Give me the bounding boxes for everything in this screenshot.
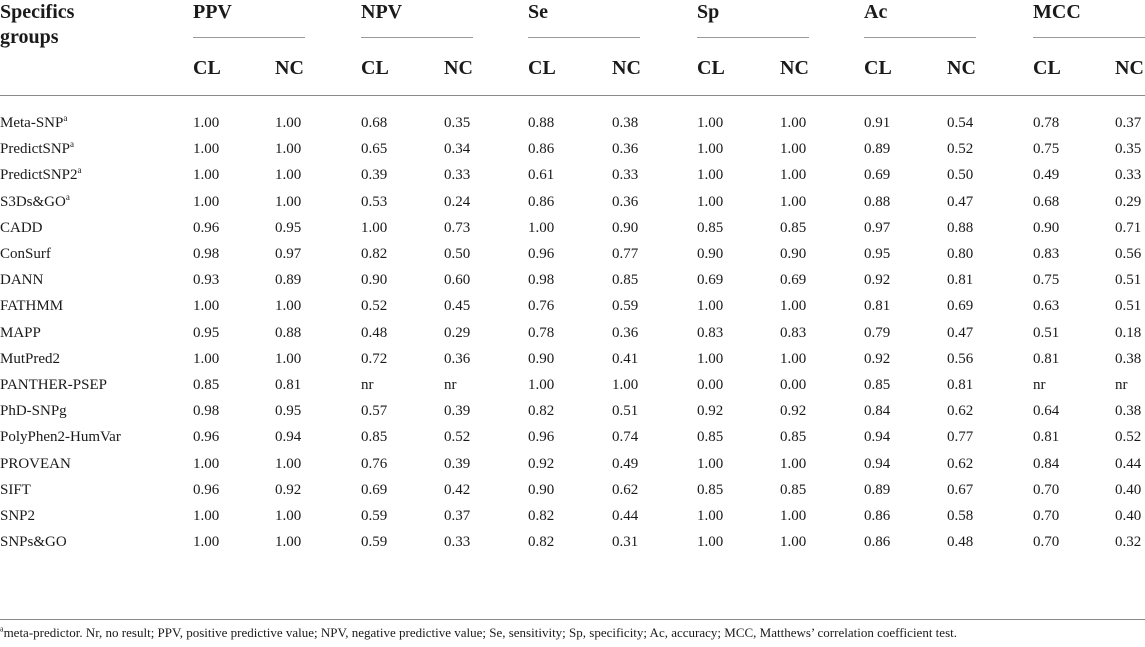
table-cell: 0.81 [1033, 429, 1060, 446]
table-cell: 0.35 [1115, 141, 1142, 158]
group-underline-ppv [193, 37, 305, 38]
table-cell: 0.56 [1115, 246, 1142, 262]
table-cell: 1.00 [275, 508, 302, 524]
row-sup: a [63, 113, 68, 123]
row-label [0, 192, 70, 212]
table-cell: 0.77 [612, 246, 639, 262]
sub-header-nc-4: NC [947, 57, 976, 79]
table-cell: 0.88 [528, 115, 555, 131]
table-cell: 0.83 [1033, 246, 1060, 262]
table-cell: 0.39 [444, 455, 471, 472]
table-cell: 0.40 [1115, 508, 1142, 524]
table-cell: 1.00 [275, 298, 302, 315]
specifics-groups-header [0, 0, 74, 50]
sub-header-nc-2: NC [612, 57, 641, 79]
table-cell: 0.83 [780, 324, 807, 341]
table-cell: 1.00 [275, 167, 302, 184]
header-bottom-rule [0, 95, 1145, 96]
table-cell: 0.41 [612, 350, 639, 367]
table-cell: 0.34 [444, 141, 471, 158]
table-cell: 0.29 [444, 324, 471, 341]
row-name: PredictSNP2 [0, 167, 78, 184]
table-cell: 1.00 [193, 141, 220, 158]
row-name: MAPP [0, 324, 41, 341]
row-sup: a [77, 165, 82, 176]
table-cell: 0.68 [361, 115, 388, 131]
table-cell: 0.33 [444, 534, 471, 551]
group-underline-se [528, 37, 640, 38]
table-cell: 0.90 [697, 246, 724, 262]
row-label [0, 139, 74, 159]
table-cell: 0.82 [528, 534, 555, 551]
table-cell: 1.00 [697, 298, 724, 315]
table-cell: 0.88 [864, 193, 891, 210]
table-cell: 1.00 [193, 534, 220, 551]
table-cell: 1.00 [275, 115, 302, 131]
group-underline-ac [864, 37, 976, 38]
row-label [0, 506, 35, 526]
sub-header-cl-4: CL [864, 57, 892, 79]
table-cell: 0.51 [1115, 272, 1142, 289]
table-cell: 0.24 [444, 193, 471, 210]
table-cell: 1.00 [697, 350, 724, 367]
table-cell: 0.78 [528, 324, 555, 341]
table-cell: 1.00 [193, 167, 220, 184]
table-cell: 0.91 [864, 115, 891, 131]
table-cell: 0.98 [193, 403, 220, 420]
table-cell: 0.95 [275, 219, 302, 236]
table-cell: 1.00 [193, 455, 220, 472]
table-cell: 0.89 [275, 272, 302, 289]
table-cell: 1.00 [193, 508, 220, 524]
table-cell: 0.33 [1115, 167, 1142, 184]
group-header-npv: NPV [361, 1, 403, 23]
row-label [0, 165, 82, 185]
table-cell: 0.52 [947, 141, 974, 158]
table-cell: 0.44 [1115, 455, 1142, 472]
table-cell: 0.85 [697, 481, 724, 498]
table-cell: 1.00 [780, 534, 807, 551]
table-cell: 0.96 [193, 481, 220, 498]
table-cell: nr [444, 377, 457, 393]
table-cell: 0.96 [528, 246, 555, 262]
table-cell: 0.86 [528, 141, 555, 158]
table-cell: 1.00 [275, 534, 302, 551]
row-name: MutPred2 [0, 350, 60, 367]
table-cell: 0.69 [361, 481, 388, 498]
table-cell: 0.52 [361, 298, 388, 315]
group-header-ppv: PPV [193, 1, 232, 23]
table-cell: 0.69 [780, 272, 807, 289]
table-cell: 0.70 [1033, 508, 1060, 524]
table-cell: 0.85 [864, 377, 891, 393]
table-cell: 0.37 [444, 508, 471, 524]
table-cell: 0.33 [612, 167, 639, 184]
row-label [0, 375, 107, 395]
table-cell: 0.79 [864, 324, 891, 341]
group-header-mcc: MCC [1033, 1, 1081, 23]
table-cell: 0.52 [1115, 429, 1142, 446]
table-cell: 1.00 [193, 193, 220, 210]
table-cell: 0.33 [444, 167, 471, 184]
table-cell: 0.89 [864, 141, 891, 158]
table-cell: 0.82 [528, 403, 555, 420]
table-cell: 0.92 [528, 455, 555, 472]
table-cell: 0.36 [612, 193, 639, 210]
table-cell: 0.36 [444, 350, 471, 367]
sub-header-nc-1: NC [444, 57, 473, 79]
table-cell: 0.90 [361, 272, 388, 289]
row-label [0, 454, 71, 474]
table-cell: 0.94 [864, 429, 891, 446]
table-cell: 0.95 [193, 324, 220, 341]
table-cell: 0.96 [528, 429, 555, 446]
row-name: PROVEAN [0, 455, 71, 472]
table-cell: 0.60 [444, 272, 471, 289]
table-bottom-rule [0, 619, 1145, 620]
sub-header-cl-0: CL [193, 57, 221, 79]
table-cell: 0.90 [1033, 219, 1060, 236]
table-cell: 0.38 [1115, 403, 1142, 420]
table-cell: 0.73 [444, 219, 471, 236]
table-cell: 0.86 [528, 193, 555, 210]
table-cell: 0.69 [947, 298, 974, 315]
row-name: PhD-SNPg [0, 403, 67, 420]
table-cell: 0.48 [361, 324, 388, 341]
row-label [0, 296, 63, 316]
table-cell: 0.38 [1115, 350, 1142, 367]
table-cell: 0.36 [612, 324, 639, 341]
row-name: PANTHER-PSEP [0, 377, 107, 393]
row-name: ConSurf [0, 246, 51, 262]
row-name: SIFT [0, 481, 31, 498]
sub-header-cl-2: CL [528, 57, 556, 79]
table-cell: 0.90 [612, 219, 639, 236]
table-cell: 0.58 [947, 508, 974, 524]
sub-header-cl-1: CL [361, 57, 389, 79]
table-cell: 0.67 [947, 481, 974, 498]
sub-header-cl-5: CL [1033, 57, 1061, 79]
table-cell: 0.50 [947, 167, 974, 184]
table-cell: 0.85 [612, 272, 639, 289]
table-cell: 0.97 [275, 246, 302, 262]
table-cell: 0.81 [864, 298, 891, 315]
table-cell: 0.82 [361, 246, 388, 262]
sub-header-nc-0: NC [275, 57, 304, 79]
table-cell: 1.00 [697, 193, 724, 210]
table-cell: 1.00 [275, 193, 302, 210]
table-cell: 0.96 [193, 219, 220, 236]
table-cell: 0.81 [947, 377, 974, 393]
table-cell: 0.42 [444, 481, 471, 498]
table-cell: 0.64 [1033, 403, 1060, 420]
first-col-line-2: groups [0, 26, 59, 48]
table-cell: 1.00 [528, 377, 555, 393]
row-name: Meta-SNP [0, 115, 64, 131]
table-cell: 0.88 [275, 324, 302, 341]
row-sup: a [70, 139, 75, 150]
table-cell: 0.00 [780, 377, 807, 393]
table-cell: 0.95 [864, 246, 891, 262]
table-cell: 0.29 [1115, 193, 1142, 210]
table-cell: 0.74 [612, 429, 639, 446]
row-name: SNPs&GO [0, 534, 67, 551]
table-cell: 0.59 [361, 508, 388, 524]
table-cell: 0.59 [361, 534, 388, 551]
table-cell: 0.92 [864, 272, 891, 289]
table-cell: 1.00 [780, 455, 807, 472]
table-cell: 0.47 [947, 193, 974, 210]
table-cell: 0.00 [697, 377, 724, 393]
table-cell: 0.92 [864, 350, 891, 367]
table-cell: 0.85 [780, 429, 807, 446]
table-cell: 0.49 [1033, 167, 1060, 184]
sub-header-nc-5: NC [1115, 57, 1144, 79]
group-header-se: Se [528, 1, 548, 23]
table-cell: 1.00 [697, 534, 724, 551]
table-cell: 1.00 [780, 350, 807, 367]
table-cell: 1.00 [697, 141, 724, 158]
table-cell: 0.93 [193, 272, 220, 289]
table-cell: 1.00 [361, 219, 388, 236]
row-label [0, 270, 43, 290]
table-cell: 0.40 [1115, 481, 1142, 498]
table-cell: 0.49 [612, 455, 639, 472]
table-cell: 1.00 [780, 141, 807, 158]
table-cell: 0.72 [361, 350, 388, 367]
table-cell: 0.85 [697, 219, 724, 236]
group-underline-sp [697, 37, 809, 38]
table-cell: 0.57 [361, 403, 388, 420]
table-cell: 0.39 [444, 403, 471, 420]
table-cell: 0.85 [361, 429, 388, 446]
row-name: PredictSNP [0, 141, 71, 158]
table-cell: 1.00 [780, 193, 807, 210]
group-underline-mcc [1033, 37, 1145, 38]
table-cell: 0.75 [1033, 141, 1060, 158]
table-cell: 0.39 [361, 167, 388, 184]
table-cell: 0.52 [444, 429, 471, 446]
row-label [0, 427, 121, 447]
group-header-ac: Ac [864, 1, 888, 23]
table-cell: 0.31 [612, 534, 639, 551]
table-cell: 0.92 [780, 403, 807, 420]
table-cell: nr [361, 377, 374, 393]
table-cell: 0.48 [947, 534, 974, 551]
sub-header-cl-3: CL [697, 57, 725, 79]
table-cell: 0.97 [864, 219, 891, 236]
table-cell: 0.84 [864, 403, 891, 420]
table-cell: 0.47 [947, 324, 974, 341]
table-cell: 0.92 [275, 481, 302, 498]
table-cell: 0.76 [361, 455, 388, 472]
table-cell: 0.98 [193, 246, 220, 262]
table-cell: 1.00 [193, 298, 220, 315]
table-cell: 0.51 [1033, 324, 1060, 341]
row-sup: a [65, 191, 70, 202]
row-label [0, 218, 43, 238]
footnote-marker: a [0, 624, 4, 634]
table-cell: 0.80 [947, 246, 974, 262]
table-cell: 0.70 [1033, 481, 1060, 498]
row-label [0, 113, 67, 133]
group-header-sp: Sp [697, 1, 720, 23]
table-cell: 0.81 [1033, 350, 1060, 367]
table-cell: 0.59 [612, 298, 639, 315]
table-cell: 0.62 [612, 481, 639, 498]
table-cell: 0.90 [528, 350, 555, 367]
table-cell: 0.98 [528, 272, 555, 289]
table-cell: 0.78 [1033, 115, 1060, 131]
row-label [0, 480, 31, 500]
table-cell: 1.00 [697, 167, 724, 184]
row-label [0, 532, 67, 552]
table-cell: 0.86 [864, 508, 891, 524]
table-cell: 0.32 [1115, 534, 1142, 551]
table-cell: 0.85 [697, 429, 724, 446]
table-cell: 0.86 [864, 534, 891, 551]
table-cell: 1.00 [697, 115, 724, 131]
table-footnote [0, 625, 957, 641]
table-cell: 0.82 [528, 508, 555, 524]
table-cell: 0.62 [947, 455, 974, 472]
table-cell: 0.95 [275, 403, 302, 420]
table-cell: 0.56 [947, 350, 974, 367]
table-cell: 0.90 [780, 246, 807, 262]
table-cell: 1.00 [275, 141, 302, 158]
table-cell: 0.71 [1115, 219, 1142, 236]
table-cell: 0.36 [612, 141, 639, 158]
table-cell: 0.92 [697, 403, 724, 420]
table-cell: 0.44 [612, 508, 639, 524]
table-cell: 1.00 [275, 350, 302, 367]
table-cell: 0.85 [780, 219, 807, 236]
table-cell: 0.90 [528, 481, 555, 498]
table-cell: 1.00 [697, 455, 724, 472]
table-cell: nr [1115, 377, 1128, 393]
table-cell: 0.54 [947, 115, 974, 131]
table-cell: 0.84 [1033, 455, 1060, 472]
table-cell: 0.62 [947, 403, 974, 420]
table-cell: 1.00 [697, 508, 724, 524]
footnote-text: meta-predictor. Nr, no result; PPV, positive predictive value; NPV, negative predictive value; Se, sensitivity; Sp, specificity; Ac, accuracy; MCC, Matthews’ correlation coefficient test. [3, 625, 957, 640]
table-cell: 0.53 [361, 193, 388, 210]
table-cell: 0.85 [193, 377, 220, 393]
table-cell: 0.76 [528, 298, 555, 315]
table-cell: 0.69 [864, 167, 891, 184]
table-cell: 0.94 [864, 455, 891, 472]
table-cell: 0.50 [444, 246, 471, 262]
row-name: PolyPhen2-HumVar [0, 429, 121, 446]
table-cell: 0.89 [864, 481, 891, 498]
table-cell: 1.00 [780, 167, 807, 184]
table-cell: 1.00 [193, 350, 220, 367]
table-cell: 1.00 [193, 115, 220, 131]
table-cell: 0.51 [612, 403, 639, 420]
table-cell: 1.00 [780, 508, 807, 524]
table-cell: 0.18 [1115, 324, 1142, 341]
row-name: DANN [0, 272, 44, 289]
table-cell: nr [1033, 377, 1046, 393]
table-cell: 0.63 [1033, 298, 1060, 315]
row-label [0, 323, 41, 343]
table-cell: 0.70 [1033, 534, 1060, 551]
table-cell: 0.65 [361, 141, 388, 158]
table-cell: 0.35 [444, 115, 471, 131]
table-cell: 0.81 [275, 377, 302, 393]
table-cell: 0.38 [612, 115, 639, 131]
table-cell: 0.85 [780, 481, 807, 498]
row-label [0, 244, 51, 264]
table-cell: 0.96 [193, 429, 220, 446]
table-cell: 0.37 [1115, 115, 1142, 131]
table-cell: 1.00 [275, 455, 302, 472]
table-cell: 0.61 [528, 167, 555, 184]
row-name: FATHMM [0, 298, 64, 315]
sub-header-nc-3: NC [780, 57, 809, 79]
row-label [0, 349, 60, 369]
table-cell: 0.94 [275, 429, 302, 446]
table-cell: 1.00 [780, 298, 807, 315]
table-cell: 0.45 [444, 298, 471, 315]
table-cell: 0.81 [947, 272, 974, 289]
row-name: S3Ds&GO [0, 193, 66, 210]
table-cell: 0.77 [947, 429, 974, 446]
table-cell: 0.69 [697, 272, 724, 289]
row-name: CADD [0, 219, 43, 236]
table-cell: 0.75 [1033, 272, 1060, 289]
table-cell: 0.83 [697, 324, 724, 341]
row-name: SNP2 [0, 508, 36, 524]
table-cell: 1.00 [528, 219, 555, 236]
group-underline-npv [361, 37, 473, 38]
table-cell: 0.88 [947, 219, 974, 236]
table-cell: 1.00 [780, 115, 807, 131]
table-cell: 0.51 [1115, 298, 1142, 315]
table-cell: 1.00 [612, 377, 639, 393]
table-cell: 0.68 [1033, 193, 1060, 210]
row-label [0, 401, 67, 421]
first-col-line-1: Specifics [0, 1, 75, 23]
